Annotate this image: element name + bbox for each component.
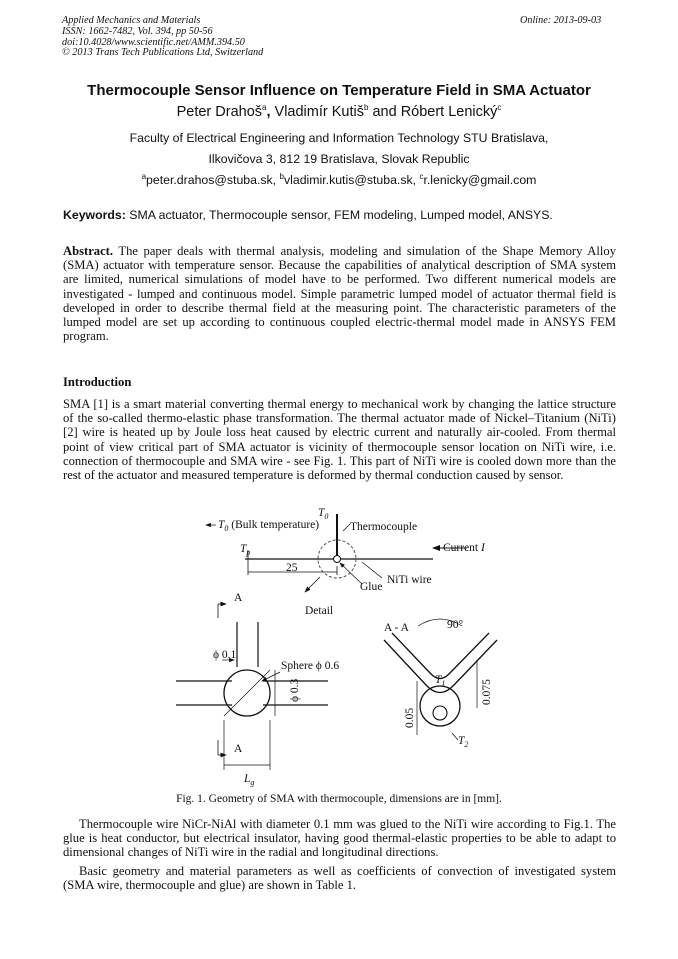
paper-title: Thermocouple Sensor Influence on Temperature Field in SMA Actuator bbox=[87, 82, 591, 99]
figure-1 bbox=[0, 500, 678, 790]
issn: ISSN: 1662-7482, Vol. 394, pp 50-56 bbox=[62, 25, 213, 37]
figure-caption: Fig. 1. Geometry of SMA with thermocouple, dimensions are in [mm]. bbox=[176, 793, 502, 805]
abstract-label: Abstract. bbox=[63, 244, 114, 258]
phi-01-label: ϕ 0.1 bbox=[213, 649, 237, 661]
emails: $^a$peter.drahos@stuba.sk, $^b$vladimir.kutis@stuba.sk, $^c$r.lenicky@gmail.com bbox=[141, 171, 537, 187]
detail-arrow bbox=[305, 577, 320, 592]
journal-header bbox=[62, 16, 263, 59]
current-label: Current I bbox=[443, 542, 485, 554]
keywords-text: SMA actuator, Thermocouple sensor, FEM modeling, Lumped model, ANSYS. bbox=[125, 208, 553, 222]
t2-symbol: $T_2$ bbox=[458, 735, 469, 749]
body-paragraph-2: Basic geometry and material parameters as well as coefficients of convection of investigated system (SMA wire, thermocouple and glue) are shown in Table 1. bbox=[63, 864, 616, 893]
authors-and: and bbox=[368, 104, 401, 120]
abstract bbox=[63, 244, 616, 343]
t0-top-symbol: $T_0$ bbox=[318, 507, 329, 521]
affiliation-line-2: Ilkovičova 3, 812 19 Bratislava, Slovak Republic bbox=[208, 152, 470, 166]
dim-005-label: 0.05 bbox=[404, 707, 416, 728]
lg-symbol: $L_g$ bbox=[244, 773, 255, 787]
email-a[interactable]: peter.drahos@stuba.sk, bbox=[146, 173, 280, 187]
journal-name: Applied Mechanics and Materials bbox=[62, 15, 201, 26]
thermocouple-label: Thermocouple bbox=[350, 521, 418, 533]
glue-leader bbox=[340, 563, 362, 584]
phi-03-label: ϕ 0.3 bbox=[289, 678, 301, 702]
author-1: Peter Drahoš bbox=[176, 104, 263, 120]
section-a-bottom: A bbox=[234, 743, 243, 755]
section-aa-label: A - A bbox=[384, 622, 409, 634]
t0-symbol: $T_0$ (Bulk temperature) bbox=[218, 519, 320, 533]
author-2-mark: b bbox=[363, 103, 369, 113]
abstract-text: The paper deals with thermal analysis, modeling and simulation of the Shape Memory Alloy (SMA) actuator with temperature sensor. Because the capabilities of analytical description of SMA system are limited, numerical simulations of model have to be performed. Two different numerical models are investigated - lumped and continuous model. Simple parametric lumped model of actuator thermal field is developed in order to describe thermal field at the measuring point. The characteristic parameters of the lumped model are set up according to continuous coupled electric-thermal model made in ANSYS FEM program. bbox=[63, 244, 616, 344]
dim-25: 25 bbox=[286, 562, 298, 574]
author-3: Róbert Lenický bbox=[400, 104, 498, 120]
intro-paragraph: SMA [1] is a smart material converting thermal energy to mechanical work by changing the lattice structure of the so-called thermo-elastic phase transformation. The thermal actuator made of Nickel–Titanium (NiTi) [2] wire is heated up by Joule loss heat caused by electric current and naturally air-cooled. From thermal point of view critical part of SMA actuator is vicinity of thermocouple sensor location on NiTi wire, i.e. connection of thermocouple and SMA wire - see Fig. 1. This part of NiTi wire is cooled down more than the rest of the actuator and measured temperature is deformed by thermal conduction caused by sensor. bbox=[63, 397, 616, 483]
authors: Peter Drahoš$^a$, Vladimír Kutiš$^b$ and Róbert Lenický$^c$ bbox=[176, 103, 502, 120]
copyright: © 2013 Trans Tech Publications Ltd, Switzerland bbox=[62, 47, 264, 59]
sphere-label: Sphere ϕ 0.6 bbox=[281, 660, 340, 672]
doi: doi:10.4028/www.scientific.net/AMM.394.50 bbox=[62, 36, 245, 48]
keywords-label: Keywords: bbox=[63, 208, 126, 222]
intro-heading: Introduction bbox=[63, 375, 132, 389]
author-3-mark: c bbox=[497, 103, 502, 113]
glue-sphere-small bbox=[334, 556, 341, 563]
online-date: Online: 2013-09-03 bbox=[520, 15, 602, 26]
angle-label: 90° bbox=[447, 619, 464, 631]
keywords bbox=[63, 208, 553, 222]
email-c[interactable]: r.lenicky@gmail.com bbox=[423, 173, 537, 187]
body-paragraph-1: Thermocouple wire NiCr-NiAl with diameter 0.1 mm was glued to the NiTi wire according to Fig.1. The glue is heat conductor, but electrical insulator, having good thermal-elastic properties to be able to adapt to dimensional changes of NiTi wire in the radial and longitudinal directions. bbox=[63, 817, 616, 860]
niti-leader bbox=[362, 562, 382, 578]
author-1-mark: a bbox=[262, 103, 267, 113]
tp-symbol: $T_p$ bbox=[240, 543, 251, 557]
author-2: Vladimír Kutiš bbox=[274, 104, 364, 120]
t1-symbol: $T_1$ bbox=[435, 674, 446, 688]
detail-label: Detail bbox=[305, 605, 334, 617]
wire-section-inner bbox=[433, 706, 447, 720]
section-a-top: A bbox=[234, 592, 243, 604]
email-b[interactable]: vladimir.kutis@stuba.sk, bbox=[283, 173, 420, 187]
glue-label: Glue bbox=[360, 581, 383, 593]
affiliation-line-1: Faculty of Electrical Engineering and Information Technology STU Bratislava, bbox=[129, 131, 549, 145]
dim-0075-label: 0.075 bbox=[481, 679, 493, 705]
niti-label: NiTi wire bbox=[387, 574, 432, 586]
